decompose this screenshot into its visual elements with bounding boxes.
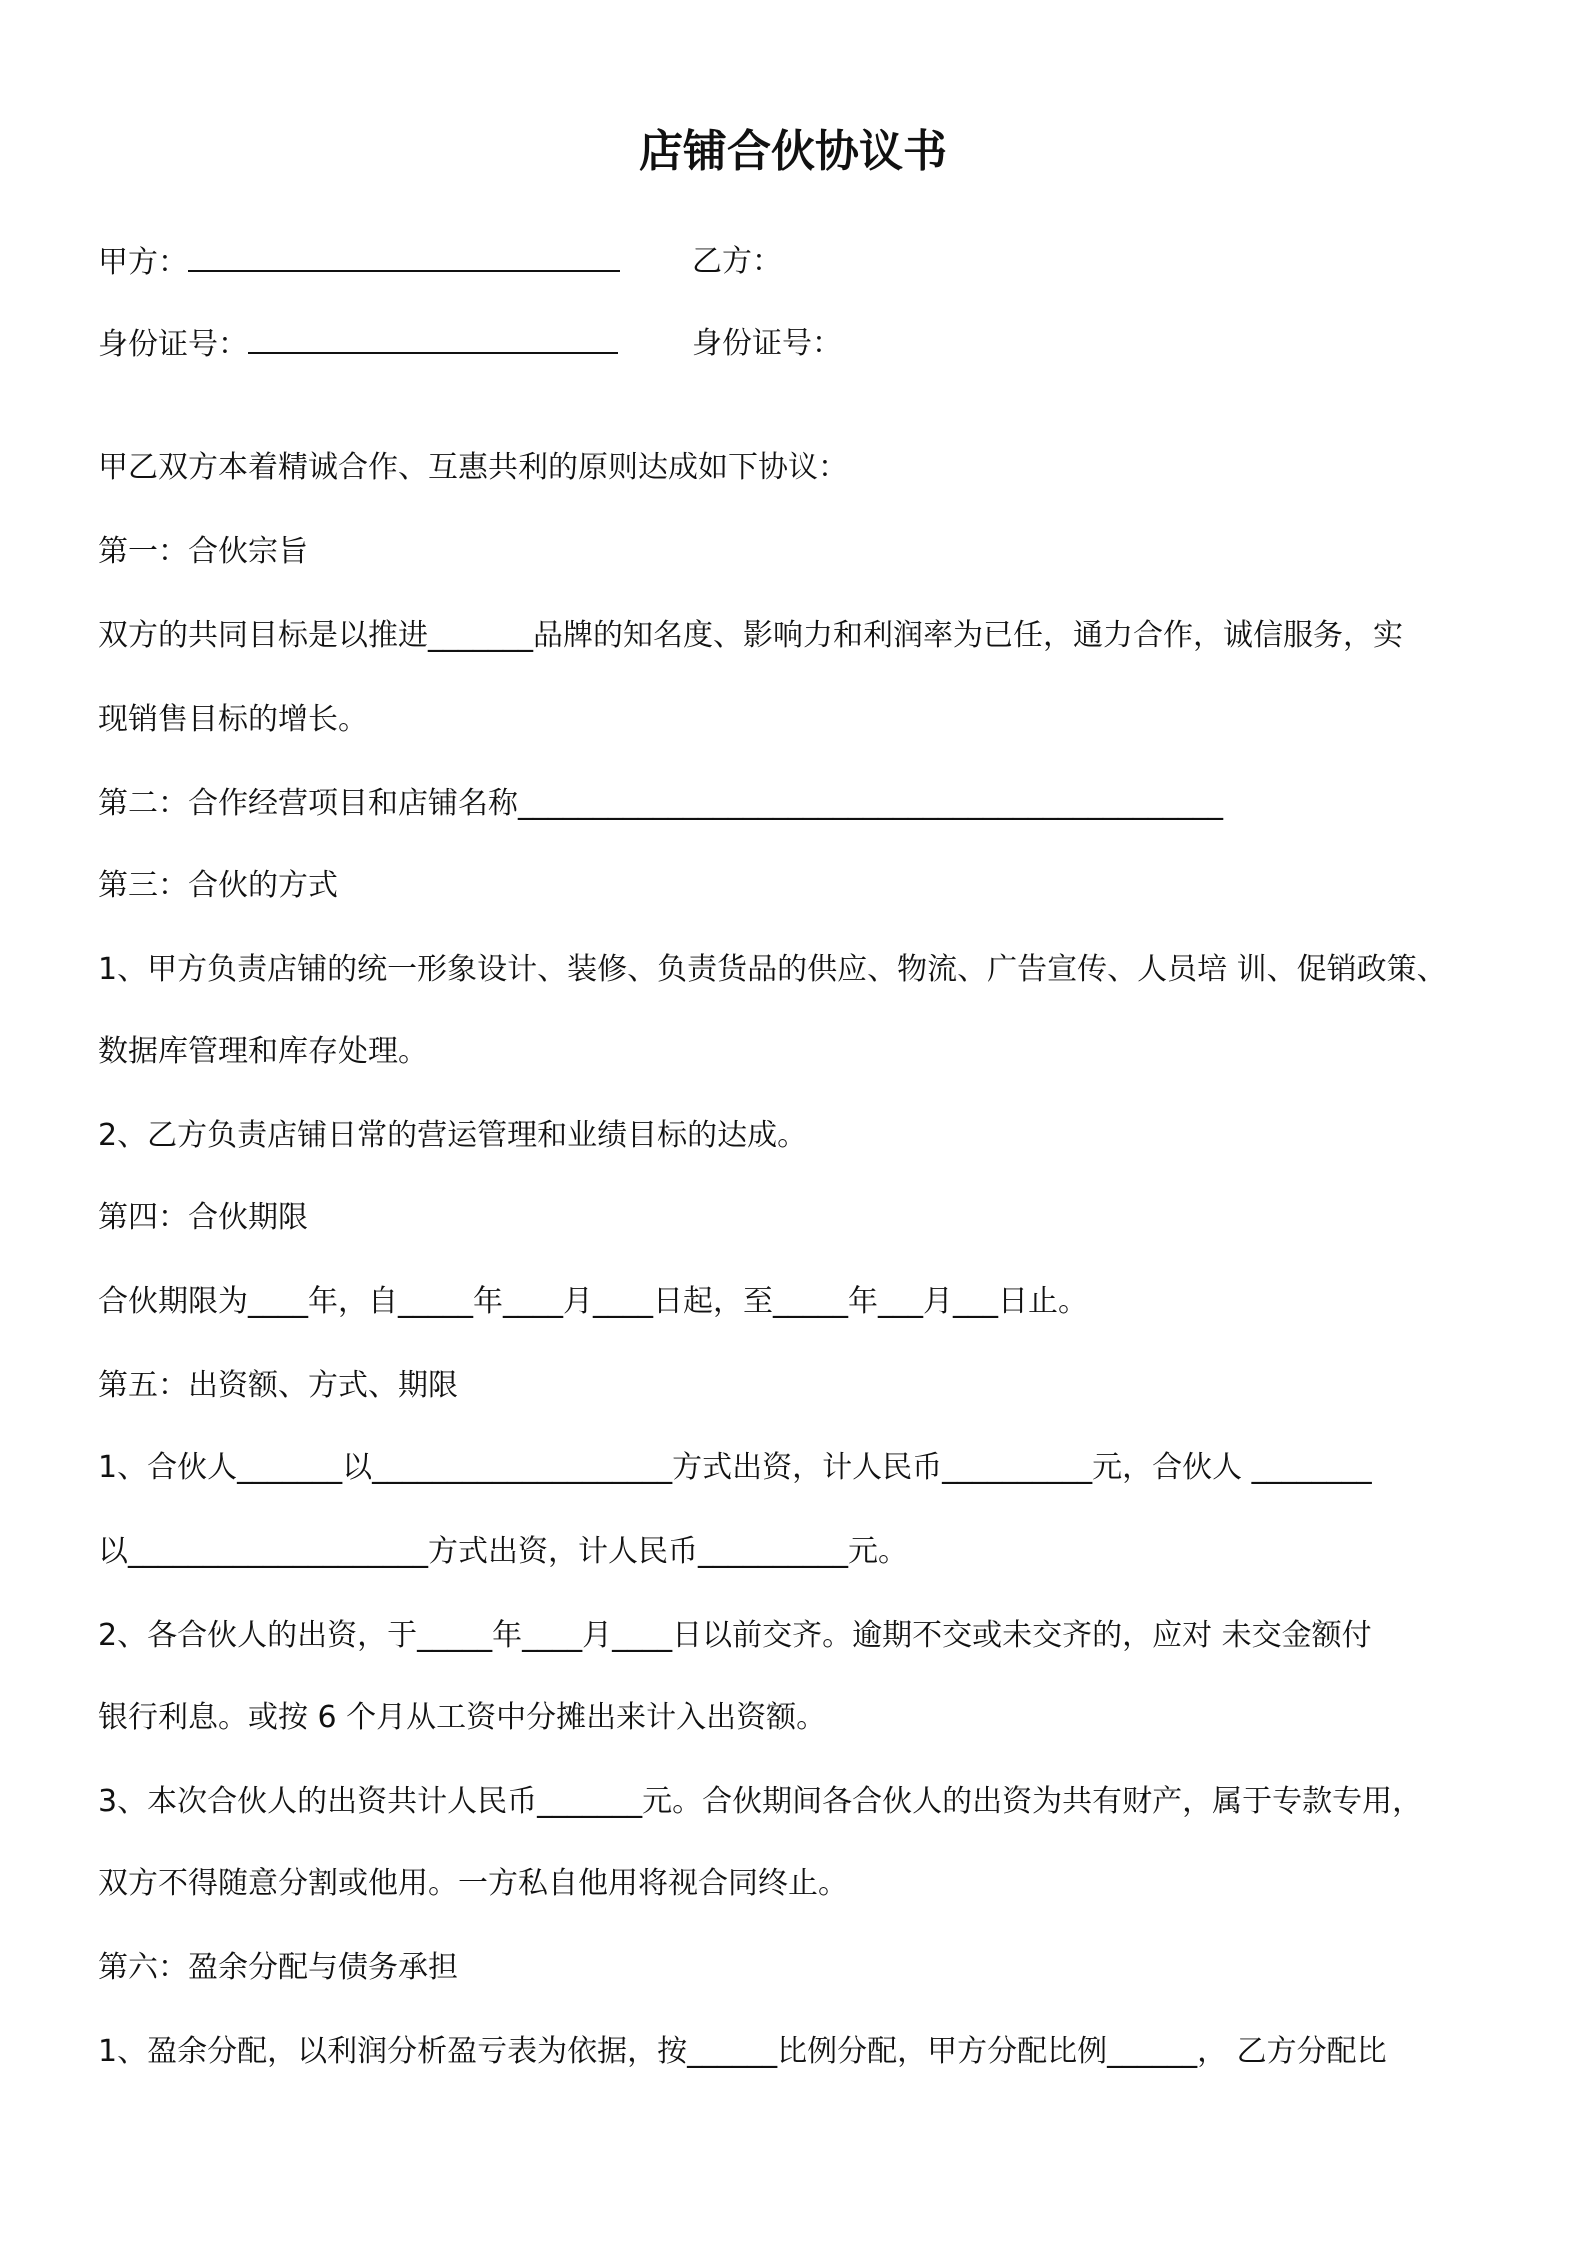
- section-5-para-2-line-2: 银行利息。或按 6 个月从工资中分摊出来计入出资额。: [98, 1700, 827, 1735]
- section-5-para-2-line-1: 2、各合伙人的出资，于_____年____月____日以前交齐。逾期不交或未交齐的，应对 未交金额付: [98, 1618, 1372, 1653]
- party-a-row: [98, 240, 620, 285]
- section-3-para-1-line-1: 1、甲方负责店铺的统一形象设计、装修、负责货品的供应、物流、广告宣传、人员培 训、促销政策、: [98, 952, 1447, 987]
- section-6-para-1-line-1: 1、盈余分配，以利润分析盈亏表为依据，按______比例分配，甲方分配比例______， 乙方分配比: [98, 2034, 1387, 2069]
- party-b-id-label: 身份证号：: [692, 326, 842, 361]
- section-3-para-2: 2、乙方负责店铺日常的营运管理和业绩目标的达成。: [98, 1118, 808, 1153]
- party-b-row: [692, 240, 782, 284]
- party-a-label: 甲方：: [98, 245, 188, 280]
- section-1-line-1: 双方的共同目标是以推进_______品牌的知名度、影响力和利润率为已任，通力合作，诚信服务，实: [98, 618, 1403, 653]
- section-1-heading: 第一：合伙宗旨: [98, 534, 308, 569]
- party-a-id-row: [98, 322, 618, 367]
- section-5-heading: 第五：出资额、方式、期限: [98, 1368, 458, 1403]
- section-3-para-1-line-2: 数据库管理和库存处理。: [98, 1034, 428, 1069]
- section-1-line-2: 现销售目标的增长。: [98, 702, 368, 737]
- section-5-para-1-line-2: 以____________________方式出资，计人民币__________元。: [98, 1534, 908, 1569]
- section-5-para-3-line-1: 3、本次合伙人的出资共计人民币_______元。合伙期间各合伙人的出资为共有财产，属于专款专用，: [98, 1784, 1423, 1819]
- section-4-term-line: 合伙期限为____年，自_____年____月____日起，至_____年___月___日止。: [98, 1284, 1088, 1319]
- section-5-para-3-line-2: 双方不得随意分割或他用。一方私自他用将视合同终止。: [98, 1866, 848, 1901]
- party-a-blank[interactable]: [188, 240, 620, 272]
- party-b-id-row: [692, 322, 842, 366]
- party-a-id-label: 身份证号：: [98, 327, 248, 362]
- section-3-heading: 第三：合伙的方式: [98, 868, 338, 903]
- intro-text: 甲乙双方本着精诚合作、互惠共利的原则达成如下协议：: [98, 450, 848, 485]
- party-b-label: 乙方：: [692, 244, 782, 279]
- section-4-heading: 第四：合伙期限: [98, 1200, 308, 1235]
- section-6-heading: 第六：盈余分配与债务承担: [98, 1950, 458, 1985]
- section-2-heading: 第二：合作经营项目和店铺名称_______________________________________________: [98, 786, 1223, 821]
- document-title: 店铺合伙协议书: [639, 126, 947, 177]
- party-a-id-blank[interactable]: [248, 322, 618, 354]
- section-5-para-1-line-1: 1、合伙人_______以____________________方式出资，计人民币__________元，合伙人 ________: [98, 1450, 1372, 1485]
